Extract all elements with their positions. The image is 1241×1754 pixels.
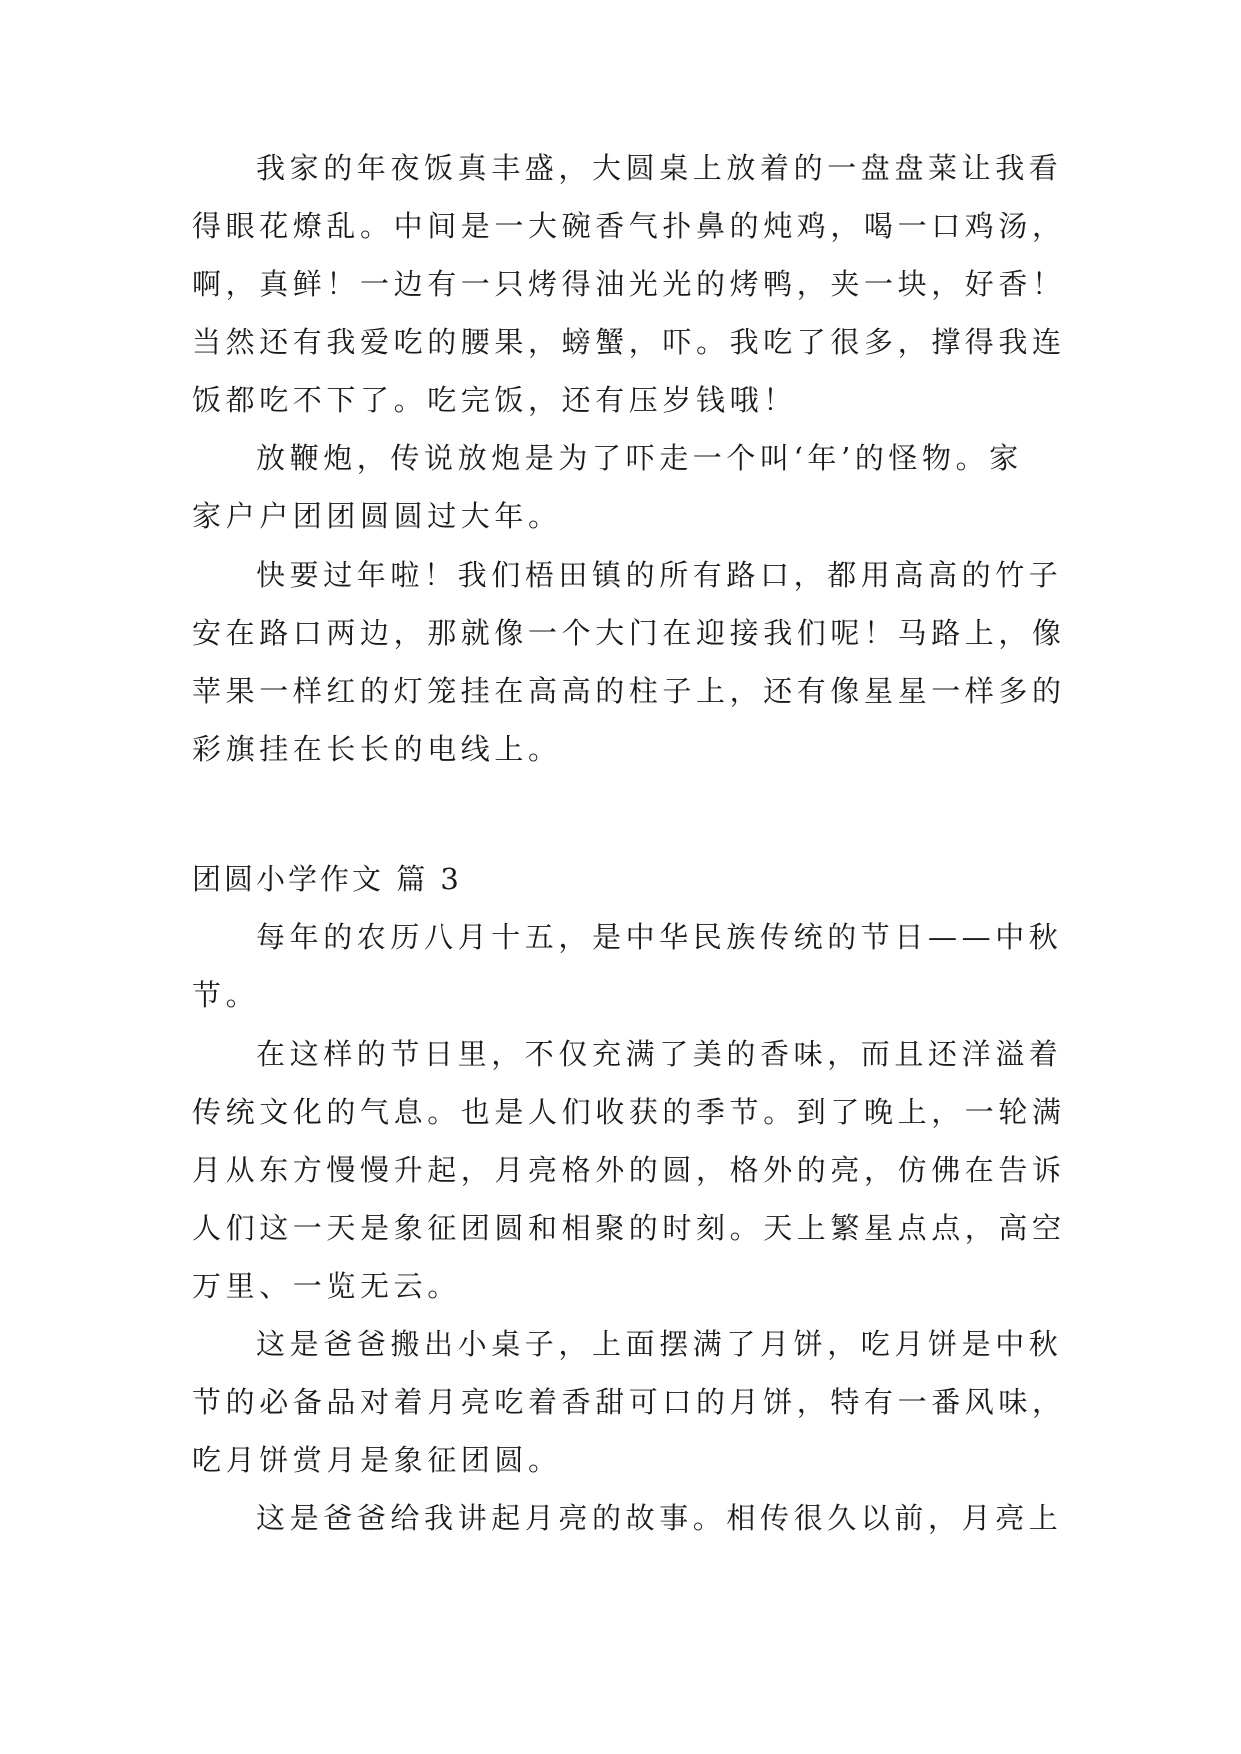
paragraph-line: 传统文化的气息。也是人们收获的季节。到了晚上，一轮满 — [192, 1095, 1066, 1129]
paragraph-line: 每年的农历八月十五，是中华民族传统的节日——中秋 — [256, 920, 1063, 954]
paragraph-line: 家户户团团圆圆过大年。 — [192, 499, 562, 533]
paragraph-line: 快要过年啦！我们梧田镇的所有路口，都用高高的竹子 — [256, 558, 1063, 592]
paragraph-line: 我家的年夜饭真丰盛，大圆桌上放着的一盘盘菜让我看 — [256, 151, 1063, 185]
paragraph-line: 当然还有我爱吃的腰果，螃蟹，吓。我吃了很多，撑得我连 — [192, 325, 1066, 359]
paragraph-line: 节的必备品对着月亮吃着香甜可口的月饼，特有一番风味， — [192, 1385, 1066, 1419]
paragraph-line: 饭都吃不下了。吃完饭，还有压岁钱哦！ — [192, 383, 797, 417]
paragraph-line: 放鞭炮，传说放炮是为了吓走一个叫‘年’的怪物。家 — [256, 441, 1023, 475]
paragraph-line: 万里、一览无云。 — [192, 1269, 461, 1303]
paragraph-line: 在这样的节日里，不仅充满了美的香味，而且还洋溢着 — [256, 1037, 1063, 1071]
paragraph-line: 人们这一天是象征团圆和相聚的时刻。天上繁星点点，高空 — [192, 1211, 1066, 1245]
paragraph-line: 得眼花燎乱。中间是一大碗香气扑鼻的炖鸡，喝一口鸡汤， — [192, 209, 1066, 243]
paragraph-line: 啊，真鲜！一边有一只烤得油光光的烤鸭，夹一块，好香！ — [192, 267, 1066, 301]
section-heading: 团圆小学作文 篇 3 — [192, 862, 462, 896]
paragraph-line: 彩旗挂在长长的电线上。 — [192, 732, 562, 766]
paragraph-line: 月从东方慢慢升起，月亮格外的圆，格外的亮，仿佛在告诉 — [192, 1153, 1066, 1187]
paragraph-line: 节。 — [192, 978, 260, 1012]
paragraph-line: 这是爸爸给我讲起月亮的故事。相传很久以前，月亮上 — [256, 1501, 1063, 1535]
paragraph-line: 这是爸爸搬出小桌子，上面摆满了月饼，吃月饼是中秋 — [256, 1327, 1063, 1361]
paragraph-line: 苹果一样红的灯笼挂在高高的柱子上，还有像星星一样多的 — [192, 674, 1066, 708]
paragraph-line: 吃月饼赏月是象征团圆。 — [192, 1443, 562, 1477]
paragraph-line: 安在路口两边，那就像一个大门在迎接我们呢！马路上，像 — [192, 616, 1066, 650]
